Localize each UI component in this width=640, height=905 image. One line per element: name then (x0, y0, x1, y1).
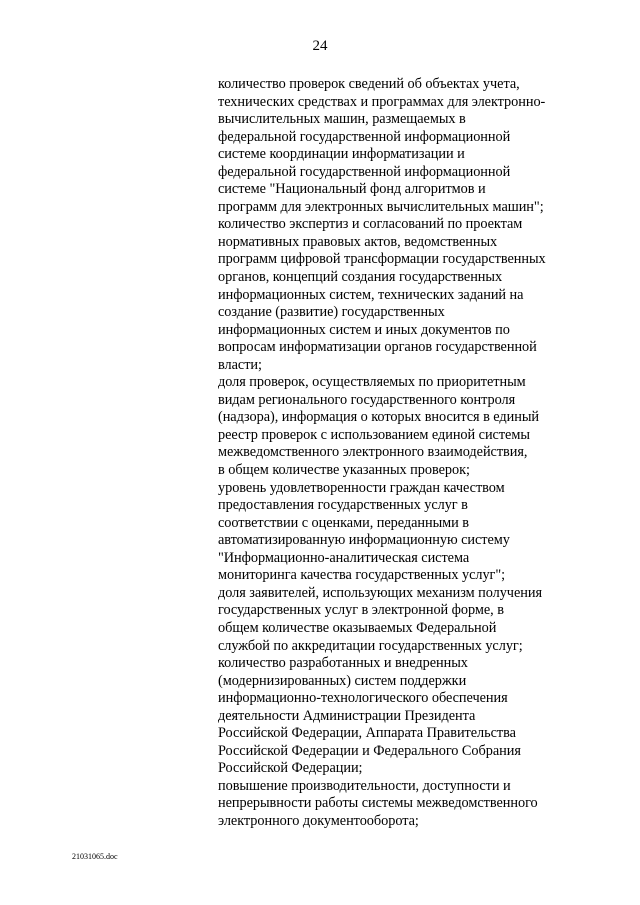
text-line: системе координации информатизации и (218, 146, 465, 163)
text-line: непрерывности работы системы межведомственного (218, 795, 538, 812)
footer-file-name: 21031065.doc (72, 852, 118, 861)
text-line: службой по аккредитации государственных услуг; (218, 637, 523, 654)
text-line: федеральной государственной информационной (218, 128, 511, 145)
text-line: федеральной государственной информационной (218, 163, 511, 180)
text-line: мониторинга качества государственных услуг"; (218, 567, 506, 584)
text-line: Российской Федерации, Аппарата Правительства (218, 725, 516, 742)
text-line: (модернизированных) систем поддержки (218, 672, 467, 689)
text-line: соответствии с оценками, переданными в (218, 514, 469, 531)
text-line: создание (развитие) государственных (218, 304, 445, 321)
text-line: предоставления государственных услуг в (218, 497, 468, 514)
body-text (218, 76, 578, 831)
text-line: "Информационно-аналитическая система (218, 549, 470, 566)
text-line: программ для электронных вычислительных машин"; (218, 198, 544, 215)
text-line: органов, концепций создания государственных (218, 269, 503, 286)
text-line: Российской Федерации и Федерального Собрания (218, 742, 521, 759)
text-line: вопросам информатизации органов государственной (218, 339, 537, 356)
text-line: количество разработанных и внедренных (218, 655, 468, 672)
text-line: вычислительных машин, размещаемых в (218, 111, 466, 128)
text-line: власти; (218, 356, 262, 373)
text-line: (надзора), информация о которых вносится в единый (218, 409, 539, 426)
text-line: информационных систем, технических заданий на (218, 286, 524, 303)
text-line: автоматизированную информационную систему (218, 532, 510, 549)
text-line: государственных услуг в электронной форме, в (218, 602, 504, 619)
text-line: межведомственного электронного взаимодействия, (218, 444, 528, 461)
text-line: доля проверок, осуществляемых по приоритетным (218, 374, 526, 391)
text-line: в общем количестве указанных проверок; (218, 462, 470, 479)
text-line: технических средствах и программах для электронно- (218, 93, 546, 110)
text-line: уровень удовлетворенности граждан качеством (218, 479, 505, 496)
text-line: количество проверок сведений об объектах учета, (218, 76, 520, 92)
text-line: системе "Национальный фонд алгоритмов и (218, 181, 486, 198)
text-line: программ цифровой трансформации государственных (218, 251, 546, 268)
text-line: деятельности Администрации Президента (218, 707, 476, 724)
text-line: доля заявителей, использующих механизм получения (218, 584, 542, 601)
text-line: общем количестве оказываемых Федеральной (218, 619, 497, 636)
text-line: видам регионального государственного контроля (218, 391, 516, 408)
text-line: электронного документооборота; (218, 812, 419, 829)
text-line: информационно-технологического обеспечения (218, 690, 508, 707)
page-number: 24 (312, 38, 328, 54)
text-line: нормативных правовых актов, ведомственных (218, 233, 498, 250)
text-line: повышение производительности, доступности и (218, 777, 511, 794)
text-line: информационных систем и иных документов по (218, 321, 510, 338)
text-line: Российской Федерации; (218, 760, 363, 777)
text-line: реестр проверок с использованием единой системы (218, 426, 530, 443)
text-line: количество экспертиз и согласований по проектам (218, 216, 523, 233)
